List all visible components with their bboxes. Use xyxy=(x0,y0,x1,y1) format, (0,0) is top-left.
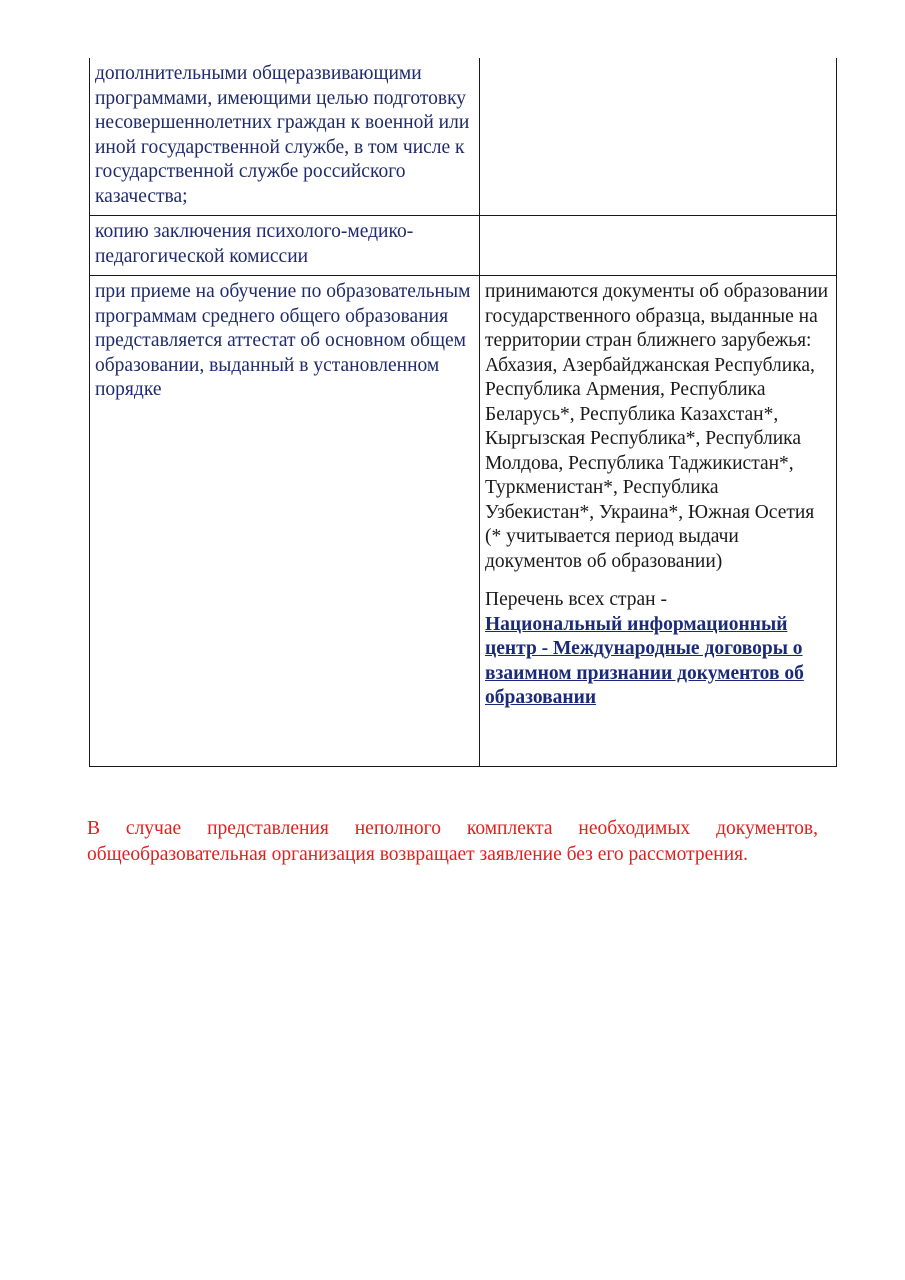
international-agreements-link[interactable]: Национальный информационный центр - Международные договоры о взаимном признании документов об образовании xyxy=(485,613,804,708)
table-cell-note xyxy=(480,216,837,276)
documents-table xyxy=(89,58,837,767)
requirement-text: копию заключения психолого-медико-педагогической комиссии xyxy=(95,221,414,267)
requirement-text: при приеме на обучение по образовательным программам среднего общего образования представляется аттестат об основном общем образовании, выданный в установленном порядке xyxy=(95,281,471,400)
table-row xyxy=(90,276,837,767)
table-cell-note xyxy=(480,58,837,216)
table-cell-note xyxy=(480,276,837,767)
table-row xyxy=(90,216,837,276)
incomplete-documents-notice: В случае представления неполного комплекта необходимых документов, общеобразовательная организация возвращает заявление без его рассмотрения. xyxy=(87,818,818,865)
table-cell-requirement xyxy=(90,276,480,767)
requirement-text: дополнительными общеразвивающими программами, имеющими целью подготовку несовершеннолетних граждан к военной или иной государственной службе, в том числе к государственной службе российского казачества; xyxy=(95,63,470,207)
table-cell-requirement xyxy=(90,216,480,276)
countries-list-intro: Перечень всех стран - xyxy=(485,589,667,610)
note-text: принимаются документы об образовании государственного образца, выданные на территории стран ближнего зарубежья: Абхазия, Азербайджанская Республика, Республика Армения, Республика Беларусь*, Республика Казахстан*, Кыргызская Республика*, Республика Молдова, Республика Таджикистан*, Туркменистан*, Республика Узбекистан*, Украина*, Южная Осетия (* учитывается период выдачи документов об образовании) xyxy=(485,281,829,572)
table-cell-requirement xyxy=(90,58,480,216)
table-row xyxy=(90,58,837,216)
